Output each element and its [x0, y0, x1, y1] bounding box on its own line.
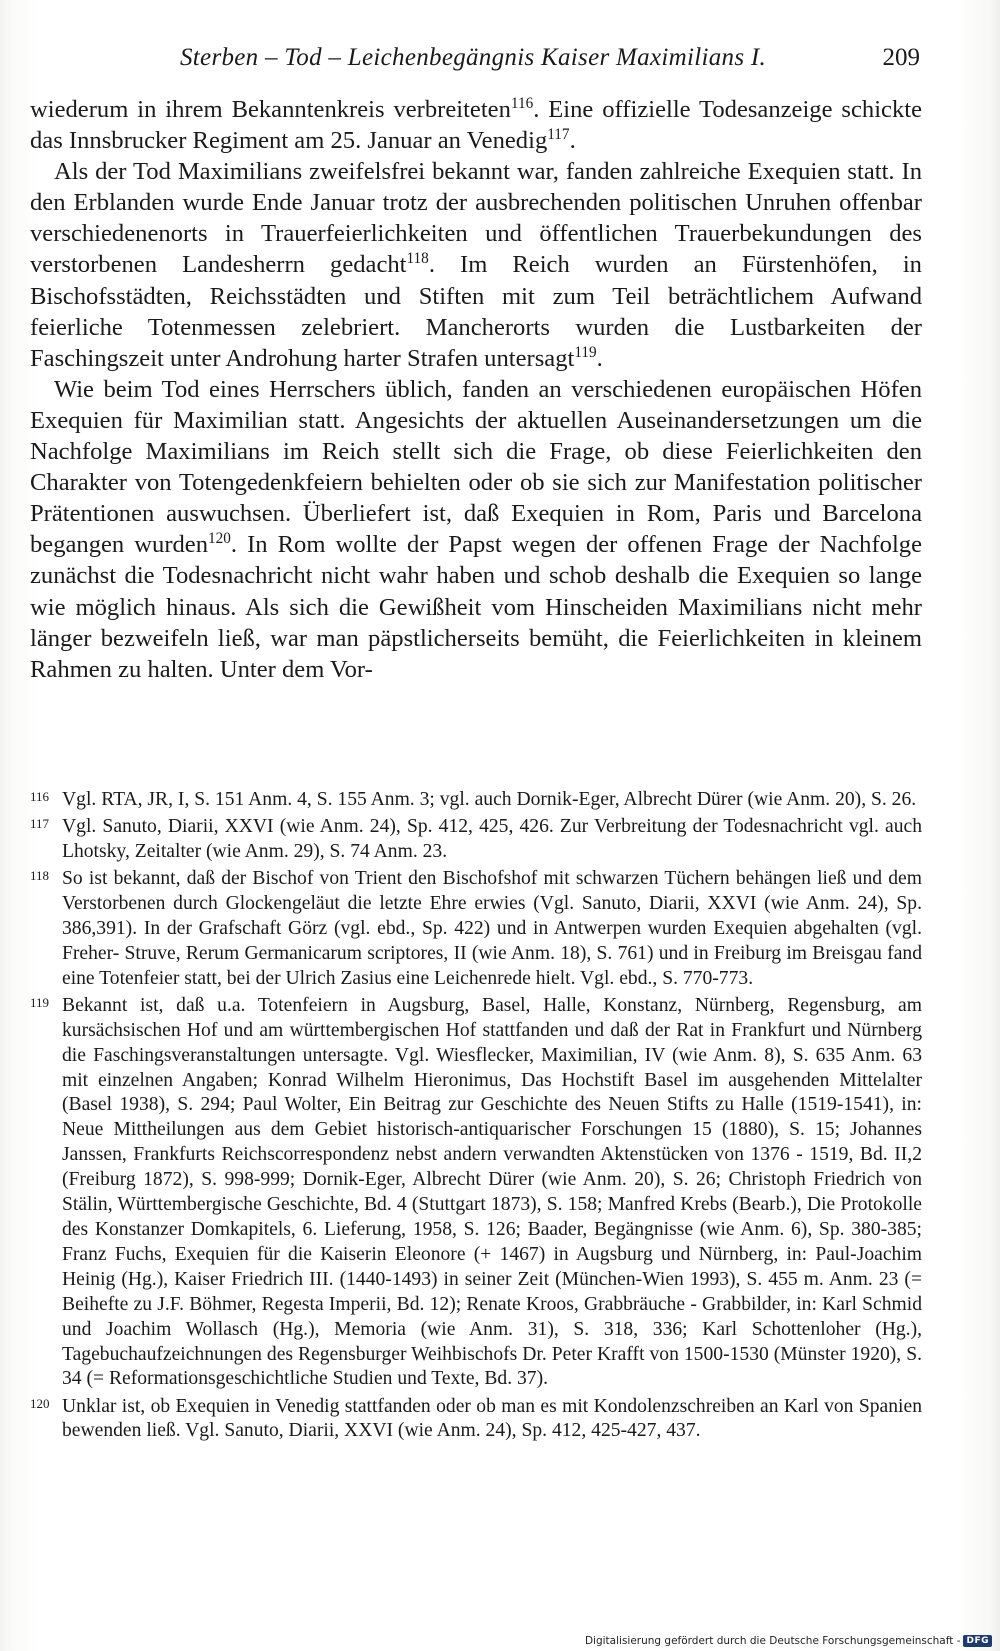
footnote-reference: 116: [510, 94, 534, 112]
footnote-reference: 119: [574, 343, 597, 361]
body-paragraph: [30, 156, 922, 374]
dfg-logo: DFG: [963, 1635, 992, 1647]
footnote-text: Unklar ist, ob Exequien in Venedig stattfanden oder ob man es mit Kondolenzschreiben an Karl von Spanien bewenden ließ. Vgl. Sanuto, Diarii, XXVI (wie Anm. 24), Sp. 412, 425-427, 437.: [62, 1395, 922, 1442]
text-run: wiederum in ihrem Bekanntenkreis verbreiteten: [30, 96, 511, 123]
body-paragraph: [30, 374, 922, 685]
running-head: Sterben – Tod – Leichenbegängnis Kaiser Maximilians I.: [180, 44, 767, 71]
body-paragraph: [30, 94, 922, 156]
page-header: [180, 44, 920, 80]
footnote-text: So ist bekannt, daß der Bischof von Trient den Bischofshof mit schwarzen Tüchern behängen ließ und dem Verstorbenen durch Glockengeläut die letzte Ehre erwies (Vgl. Sanuto, Diarii, XXVI (wie Anm. 24), Sp. 386,391). In der Grafschaft Görz (vgl. ebd., Sp. 422) und in Antwerpen wurden Exequien abgehalten (vgl. Freher- Struve, Rerum Germanicarum scriptores, II (wie Anm. 18), S. 761) und in Freiburg im Breisgau fand eine Totenfeier statt, bei der Ulrich Zasius eine Leichenrede hielt. Vgl. ebd., S. 770-773.: [62, 868, 922, 989]
text-run: . Im Reich wurden an Fürstenhöfen, in Bischofsstädten, Reichsstädten und Stiften mit zum Teil beträchtlichem Aufwand feierliche Totenmessen zelebriert. Mancherorts wurden die Lustbarkeiten der Faschingszeit unter Androhung harter Strafen untersagt: [30, 251, 922, 372]
footnote: [30, 867, 922, 992]
footnote-number: 117: [30, 816, 50, 832]
footnote-number: 116: [30, 789, 50, 804]
text-run: . In Rom wollte der Papst wegen der offenen Frage der Nachfolge zunächst die Todesnachricht nicht wahr haben und schob deshalb die Exequien so lange wie möglich hinaus. Als sich die Gewißheit vom Hinscheiden Maximilians nicht mehr länger bezweifeln ließ, war man päpstlicherseits bemüht, die Feierlichkeiten in kleinem Rahmen zu halten. Unter dem Vor-: [30, 531, 922, 683]
footnote-number: 119: [30, 994, 50, 1010]
footnote-reference: 117: [547, 125, 570, 143]
footnote-text: Bekannt ist, daß u.a. Totenfeiern in Augsburg, Basel, Halle, Konstanz, Nürnberg, Regensburg, am kursächsischen Hof und am württembergischen Hof stattfanden und daß der Rat in Frankfurt und Nürnberg die Faschingsveranstaltungen untersagte. Vgl. Wiesflecker, Maximilian, IV (wie Anm. 8), S. 635 Anm. 63 mit einzelnen Angaben; Konrad Wilhelm Hieronimus, Das Hochstift Basel im ausgehenden Mittelalter (Basel 1938), S. 294; Paul Wolter, Ein Beitrag zur Geschichte des Neuen Stifts zu Halle (1519-1541), in: Neue Mittheilungen aus dem Gebiet historisch-antiquarischer Forschungen 15 (1880), S. 15; Johannes Janssen, Frankfurts Reichscorrespondenz nebst andern verwandten Aktenstücken von 1376 - 1519, Bd. II,2 (Freiburg 1872), S. 998-999; Dornik-Eger, Albrecht Dürer (wie Anm. 20), S. 26; Christoph Friedrich von Stälin, Württembergische Geschichte, Bd. 4 (Stuttgart 1873), S. 158; Manfred Krebs (Bearb.), Die Protokolle des Konstanzer Domkapitels, 6. Lieferung, 1958, S. 126; Baader, Begängnisse (wie Anm. 6), Sp. 380-385; Franz Fuchs, Exequien für die Kaiserin Eleonore (+ 1467) in Augsburg und Nürnberg, in: Paul-Joachim Heinig (Hg.), Kaiser Friedrich III. (1440-1493) in seiner Zeit (München-Wien 1993), S. 455 m. Anm. 23 (= Beihefte zu J.F. Böhmer, Regesta Imperii, Bd. 12); Renate Kroos, Grabbräuche - Grabbilder, in: Karl Schmid und Joachim Wollasch (Hg.), Memoria (wie Anm. 31), S. 318, 336; Karl Schottenloher (Hg.), Tagebuchaufzeichnungen des Regensburger Weihbischofs Dr. Peter Krafft von 1500-1530 (Münster 1920), S. 34 (= Reformationsgeschichtliche Studien und Texte, Bd. 37).: [62, 994, 922, 1390]
footnote-text: Vgl. Sanuto, Diarii, XXVI (wie Anm. 24), Sp. 412, 425, 426. Zur Verbreitung der Todesnachricht vgl. auch Lhotsky, Zeitalter (wie Anm. 29), S. 74 Anm. 23.: [62, 816, 922, 862]
text-run: Als der Tod Maximilians zweifelsfrei bekannt war, fanden zahlreiche Exequien statt. In den Erblanden wurde Ende Januar trotz der ausbrechenden politischen Unruhen offenbar verschiedenenorts in Trauerfeierlichkeiten und öffentlichen Trauerbekundungen des verstorbenen Landesherrn gedacht: [30, 158, 922, 279]
text-run: .: [569, 127, 576, 155]
footnote: [30, 815, 922, 865]
main-text: [30, 94, 922, 685]
footnotes: [30, 788, 922, 1447]
footnote-reference: 120: [208, 530, 231, 548]
credit-text: Digitalisierung gefördert durch die Deutsche Forschungsgemeinschaft -: [584, 1635, 961, 1647]
text-run: .: [596, 344, 603, 372]
footnote-number: 120: [30, 1395, 50, 1411]
footnote-reference: 118: [406, 250, 429, 268]
text-run: . Eine offizielle Todesanzeige schickte das Innsbrucker Regiment am 25. Januar an Venedig: [30, 96, 923, 155]
page-number: 209: [882, 44, 920, 71]
footnote: [30, 994, 922, 1393]
footnote-number: 118: [30, 868, 50, 884]
digitization-credit: [585, 1635, 992, 1647]
text-run: Wie beim Tod eines Herrschers üblich, fanden an verschiedenen europäischen Höfen Exequien für Maximilian statt. Angesichts der aktuellen Auseinandersetzungen um die Nachfolge Maximilians im Reich stellt sich die Frage, ob diese Feierlichkeiten den Charakter von Totengedenkfeiern behielten oder ob sie sich zur Manifestation politischer Prätentionen auswuchsen. Überliefert ist, daß Exequien in Rom, Paris und Barcelona begangen wurden: [30, 375, 922, 559]
footnote: [30, 1395, 922, 1445]
footnote: [30, 788, 922, 813]
footnote-text: Vgl. RTA, JR, I, S. 151 Anm. 4, S. 155 Anm. 3; vgl. auch Dornik-Eger, Albrecht Dürer (wie Anm. 20), S. 26.: [62, 789, 917, 810]
